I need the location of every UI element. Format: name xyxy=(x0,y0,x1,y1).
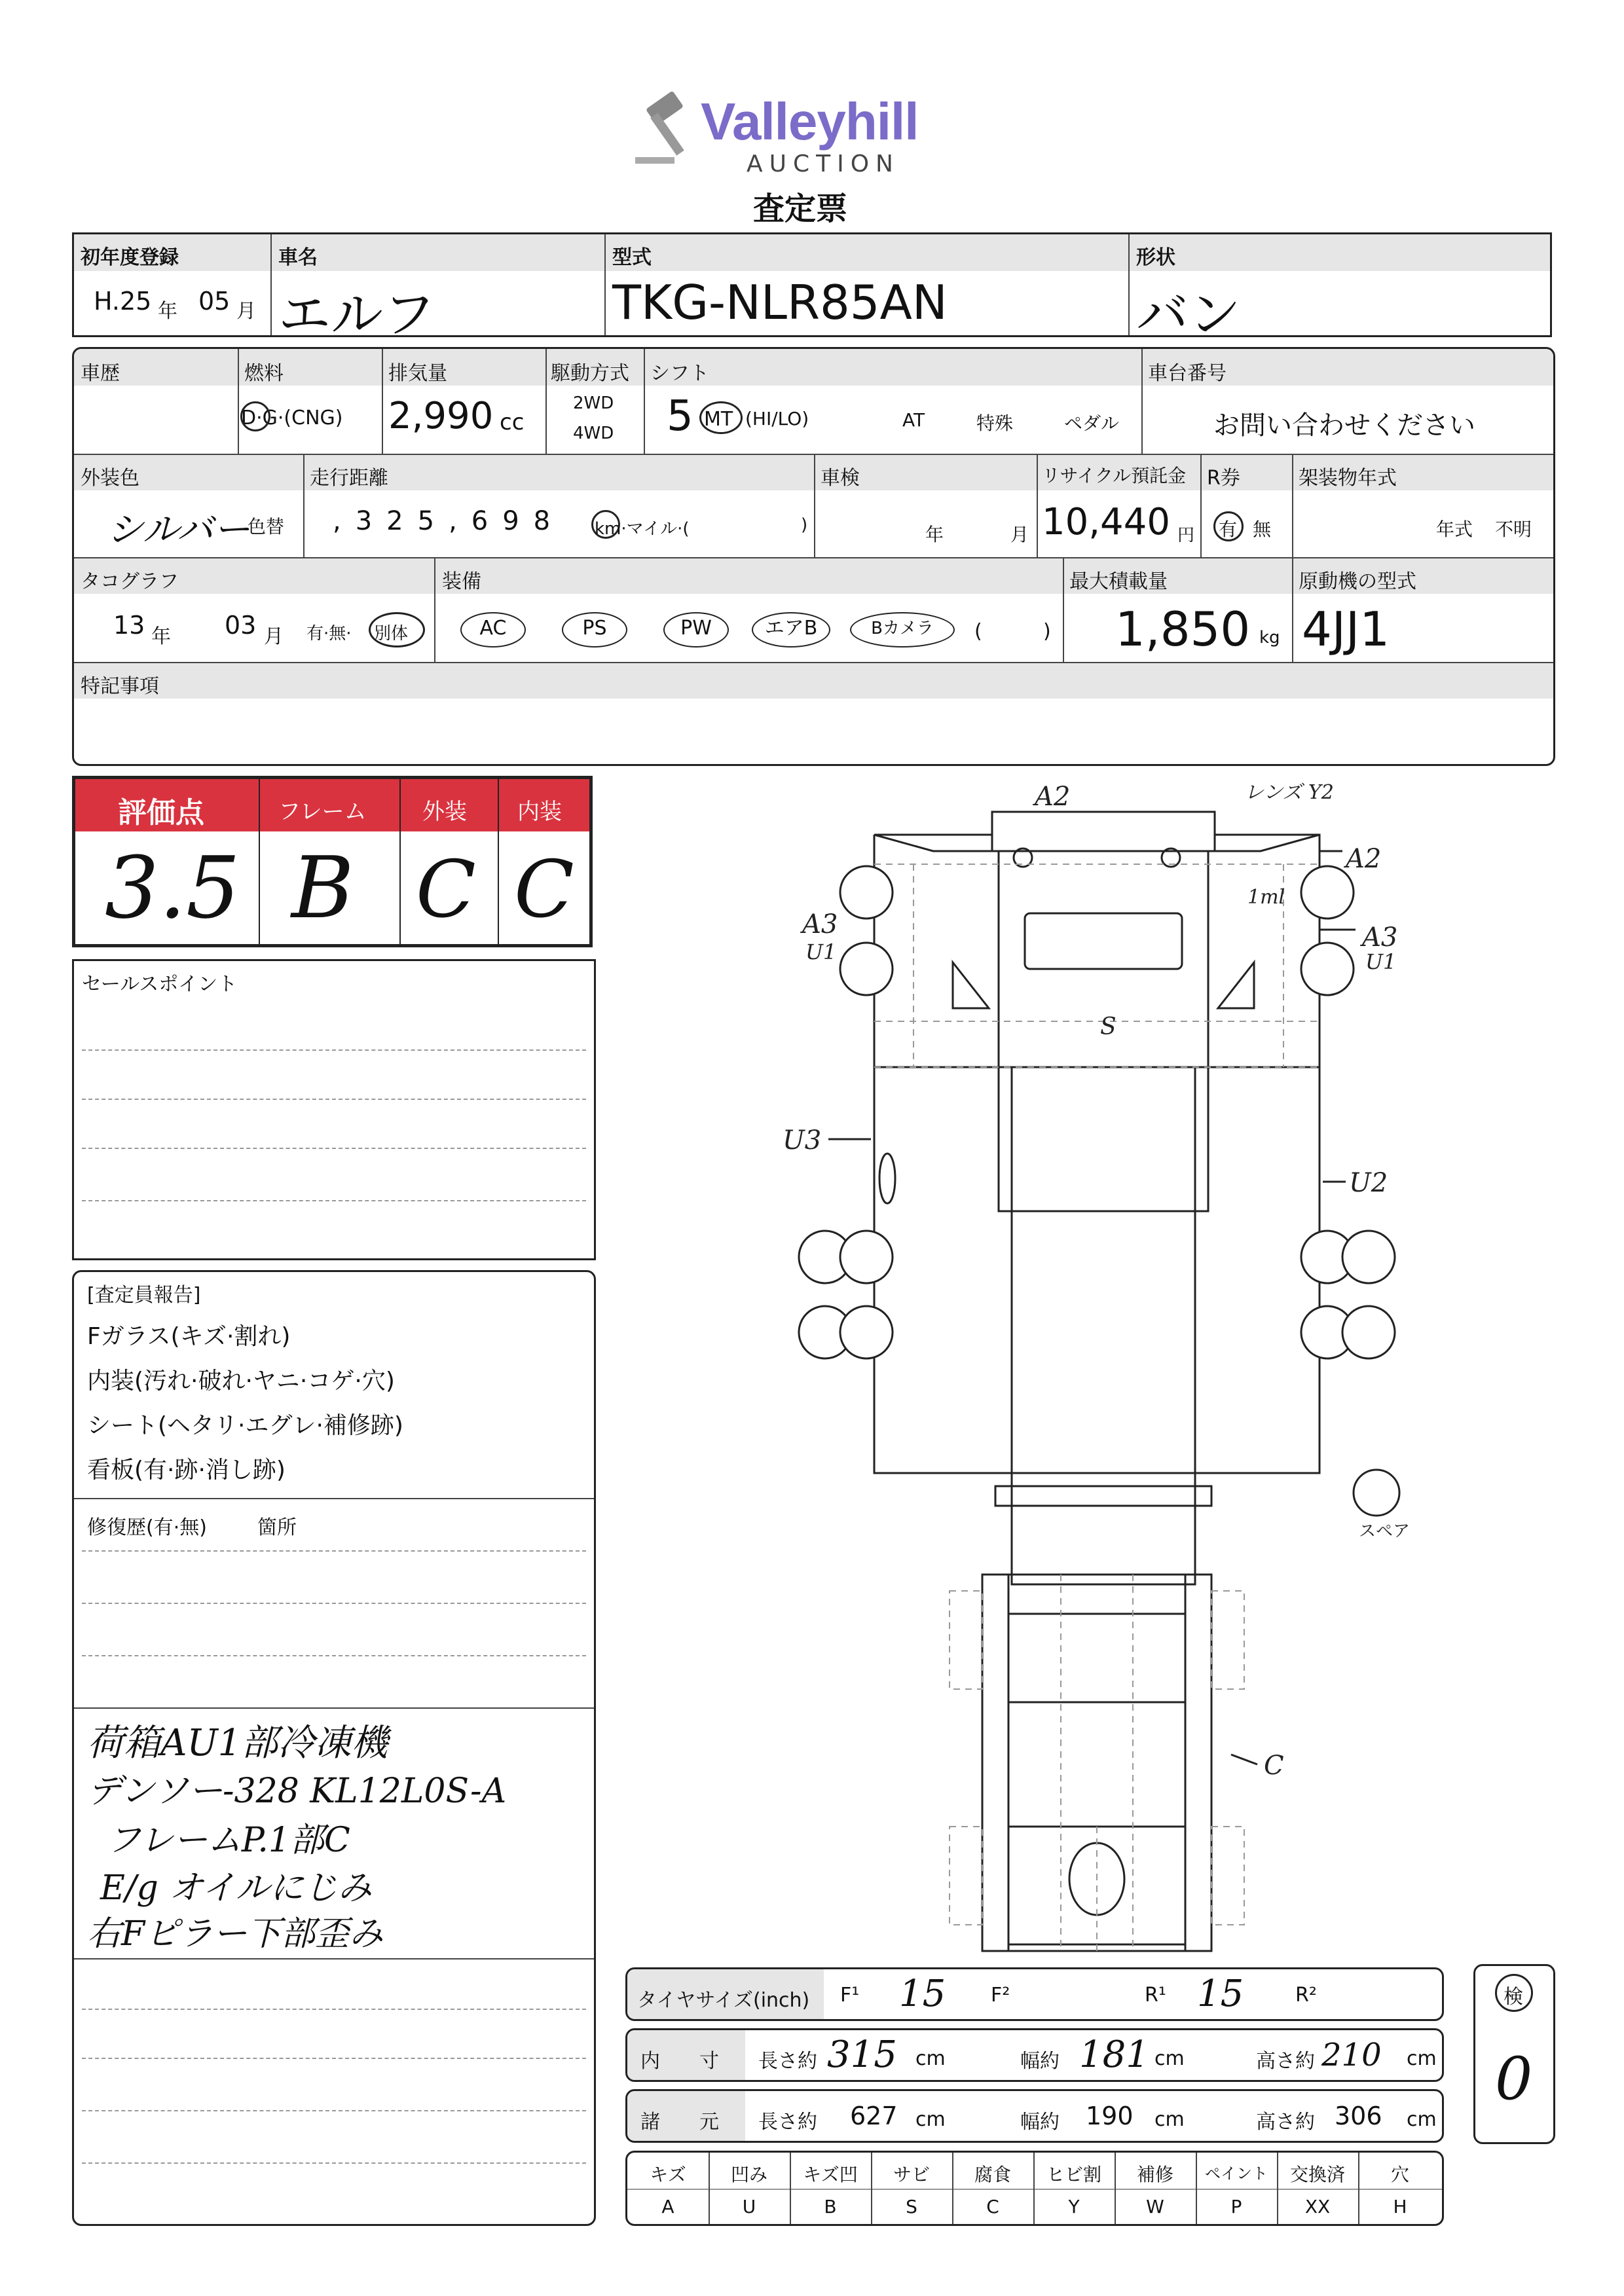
inspector-line-2: 内装(汚れ·破れ·ヤニ·コゲ·穴) xyxy=(87,1368,395,1394)
shift-special: 特殊 xyxy=(976,412,1014,434)
shift-hilo: (HI/LO) xyxy=(745,408,809,429)
legend-name-3: キズ凹 xyxy=(803,2164,858,2185)
reg-month-unit: 月 xyxy=(236,300,256,323)
mark-a2-top: A2 xyxy=(1035,782,1071,812)
shape-value: バン xyxy=(1136,284,1241,345)
history-label: 車歴 xyxy=(81,362,120,385)
mark-c: C xyxy=(1264,1751,1284,1781)
score-total-label: 評価点 xyxy=(118,796,204,829)
r-yes: 有 xyxy=(1219,519,1238,540)
gavel-icon xyxy=(629,92,701,170)
cab-outline xyxy=(874,812,1320,1584)
recycle-label: リサイクル預託金 xyxy=(1042,465,1187,486)
mark-u1-right: U1 xyxy=(1365,949,1397,974)
body-year-label: 架装物年式 xyxy=(1299,467,1397,490)
handwritten-4: E/g オイルにじみ xyxy=(100,1868,372,1908)
legend-code-9: XX xyxy=(1304,2196,1331,2217)
inner-wid: 181 xyxy=(1079,2033,1149,2076)
score-int-label: 内装 xyxy=(517,799,562,825)
check-value: 0 xyxy=(1495,2045,1533,2113)
score-ext-label: 外装 xyxy=(422,799,467,825)
mark-u1-left: U1 xyxy=(805,939,837,964)
mark-u3: U3 xyxy=(783,1125,822,1156)
logo xyxy=(622,92,989,183)
inspector-line-3: シート(ヘタリ·エグレ·補修跡) xyxy=(87,1412,403,1439)
mileage-unit: km·マイル·( xyxy=(595,519,690,539)
spare-label: スペア xyxy=(1359,1522,1411,1541)
inner-wid-label: 幅約 xyxy=(1020,2050,1060,2073)
tacho-month: 03 xyxy=(225,611,257,640)
outer-len-label: 長さ約 xyxy=(758,2111,817,2134)
shape-label: 形状 xyxy=(1136,246,1175,269)
outer-wid-unit: cm xyxy=(1154,2108,1185,2131)
inspect-label: 車検 xyxy=(821,467,860,490)
wheel-rr-4 xyxy=(1342,1306,1395,1358)
notes-label: 特記事項 xyxy=(81,675,159,698)
wheel-fr-2 xyxy=(1301,943,1354,995)
equip-bcamera: Bカメラ xyxy=(850,612,955,647)
reg-label: 初年度登録 xyxy=(81,246,179,269)
color-value: シルバー xyxy=(107,509,250,551)
equip-paren: ( xyxy=(974,620,982,643)
mark-a3-right: A3 xyxy=(1362,922,1398,953)
name-label: 車名 xyxy=(278,246,318,269)
score-frame-label: フレーム xyxy=(278,799,367,825)
legend-code-2: U xyxy=(742,2196,756,2217)
equip-ps: PS xyxy=(562,612,627,647)
legend-name-6: ヒビ割 xyxy=(1046,2164,1101,2185)
reg-year-unit: 年 xyxy=(158,300,177,323)
shift-pedal: ペダル xyxy=(1064,412,1120,434)
handwritten-5: 右Fピラー下部歪み xyxy=(87,1914,384,1954)
inner-wid-unit: cm xyxy=(1154,2047,1185,2070)
outer-label: 諸 元 xyxy=(640,2111,719,2134)
chassis-value: お問い合わせください xyxy=(1213,410,1475,441)
legend-code-4: S xyxy=(906,2196,917,2217)
tacho-year-unit: 年 xyxy=(151,625,171,648)
color-change: 色替 xyxy=(248,516,285,538)
outer-hei: 306 xyxy=(1335,2102,1382,2130)
fuel-label: 燃料 xyxy=(244,362,284,385)
drive-label: 駆動方式 xyxy=(551,362,629,385)
outer-wid-label: 幅約 xyxy=(1020,2111,1060,2134)
wheel-fr-1 xyxy=(1301,866,1354,919)
model-label: 型式 xyxy=(612,246,652,269)
drive-4wd: 4WD xyxy=(573,424,614,443)
mileage-close: ) xyxy=(801,515,808,535)
r-label: R券 xyxy=(1207,467,1240,490)
name-value: エルフ xyxy=(278,284,435,345)
outer-box xyxy=(625,2089,1444,2143)
mileage-value: ,325,698 xyxy=(333,506,565,536)
inner-len-label: 長さ約 xyxy=(758,2050,817,2073)
inspector-line-4: 看板(有·跡·消し跡) xyxy=(87,1457,286,1484)
mileage-label: 走行距離 xyxy=(310,467,388,490)
legend-code-6: Y xyxy=(1068,2196,1080,2217)
legend-name-4: サビ xyxy=(893,2164,930,2185)
load-unit: kg xyxy=(1259,628,1280,647)
wheels xyxy=(799,866,1399,1516)
inner-len-unit: cm xyxy=(915,2047,946,2070)
check-label: 検 xyxy=(1504,1986,1523,2009)
truck-diagram xyxy=(773,773,1454,1984)
wheel-rl-4 xyxy=(840,1306,893,1358)
tires-box xyxy=(625,1967,1444,2021)
brand-name: Valleyhill xyxy=(701,92,919,151)
color-label: 外装色 xyxy=(81,467,139,490)
score-ext: C xyxy=(416,845,476,936)
legend-code-1: A xyxy=(661,2196,674,2217)
legend-name-7: 補修 xyxy=(1136,2164,1173,2185)
inner-len: 315 xyxy=(827,2033,897,2076)
scores-box xyxy=(72,776,593,947)
outer-hei-unit: cm xyxy=(1407,2108,1437,2131)
inspect-month: 月 xyxy=(1010,524,1029,545)
check-box xyxy=(1473,1964,1555,2144)
mark-a3-left: A3 xyxy=(802,909,838,939)
legend-name-10: 穴 xyxy=(1390,2164,1409,2185)
tacho-year: 13 xyxy=(113,611,145,640)
tire-f2-label: F² xyxy=(991,1984,1010,2007)
r-no: 無 xyxy=(1253,519,1272,540)
details-box xyxy=(72,347,1555,766)
reg-era: H.25 xyxy=(94,287,152,316)
legend-code-3: B xyxy=(824,2196,837,2217)
doc-title: 査定票 xyxy=(753,191,848,227)
outer-len-unit: cm xyxy=(915,2108,946,2131)
load-value: 1,850 xyxy=(1115,602,1251,657)
tire-label: タイヤサイズ(inch) xyxy=(637,1989,810,2012)
score-total: 3.5 xyxy=(105,838,240,938)
shift-at: AT xyxy=(902,409,925,431)
tacho-month-unit: 月 xyxy=(264,625,284,648)
legend-code-8: P xyxy=(1230,2196,1242,2217)
disp-value: 2,990 xyxy=(388,395,494,437)
body-year-unknown: 不明 xyxy=(1495,519,1532,540)
engine-label: 原動機の型式 xyxy=(1299,570,1416,593)
inner-label: 内 寸 xyxy=(640,2050,719,2073)
drive-2wd: 2WD xyxy=(573,393,614,413)
model-value: TKG-NLR85AN xyxy=(612,275,948,330)
outer-len: 627 xyxy=(850,2102,898,2130)
row1-box xyxy=(72,232,1552,345)
mark-s: S xyxy=(1100,1013,1116,1040)
legend-name-2: 凹み xyxy=(730,2164,767,2185)
legend-box xyxy=(625,2151,1444,2226)
outer-wid: 190 xyxy=(1086,2102,1134,2130)
repair-location-label: 箇所 xyxy=(257,1516,297,1539)
spare-wheel xyxy=(1354,1470,1399,1516)
equip-label: 装備 xyxy=(442,570,481,593)
shift-label: シフト xyxy=(650,362,709,385)
sales-point-box xyxy=(72,959,596,1260)
inner-box xyxy=(625,2028,1444,2082)
reg-month: 05 xyxy=(198,287,231,316)
legend-code-10: H xyxy=(1393,2196,1407,2217)
shift-num: 5 xyxy=(667,392,693,441)
tire-r1: 15 xyxy=(1197,1973,1244,2015)
legend-code-5: C xyxy=(986,2196,999,2217)
legend-code-7: W xyxy=(1146,2196,1164,2217)
load-label: 最大積載量 xyxy=(1069,570,1168,593)
tire-f1-label: F¹ xyxy=(840,1984,860,2007)
legend-name-8: ペイント xyxy=(1205,2164,1268,2183)
score-int: C xyxy=(514,845,574,936)
frame-outline xyxy=(982,1575,1211,1951)
mark-u2: U2 xyxy=(1349,1168,1388,1198)
legend-name-5: 腐食 xyxy=(974,2164,1011,2185)
mark-a2-right: A2 xyxy=(1346,844,1382,874)
inner-hei: 210 xyxy=(1321,2037,1382,2073)
score-frame: B xyxy=(291,838,354,938)
handwritten-3: フレームP.1部C xyxy=(107,1821,350,1860)
inspector-line-1: Fガラス(キズ·割れ) xyxy=(87,1323,291,1350)
inspect-year: 年 xyxy=(925,524,944,545)
equip-ac: AC xyxy=(460,612,526,647)
handwritten-1: 荷箱AU1部冷凍機 xyxy=(87,1722,388,1764)
disp-unit: cc xyxy=(500,409,525,435)
equip-airbag: エアB xyxy=(752,612,830,647)
legend-name-9: 交換済 xyxy=(1289,2164,1345,2185)
equip-pw: PW xyxy=(663,612,729,647)
tire-f1: 15 xyxy=(899,1973,946,2015)
chassis-label: 車台番号 xyxy=(1148,362,1227,385)
equip-paren-close: ) xyxy=(1043,620,1051,643)
outer-hei-label: 高さ約 xyxy=(1256,2111,1315,2134)
legend-name-1: キズ xyxy=(650,2164,686,2185)
body-year-unit: 年式 xyxy=(1436,519,1473,540)
fuel-value: D·G·(CNG) xyxy=(241,407,343,429)
sales-point-label: セールスポイント xyxy=(82,973,238,996)
tacho-opts: 有·無· xyxy=(306,624,352,644)
engine-value: 4JJ1 xyxy=(1302,602,1390,657)
disp-label: 排気量 xyxy=(388,362,447,385)
brand-sub: AUCTION xyxy=(747,151,900,177)
wheel-fl-1 xyxy=(840,866,893,919)
wheel-rl-2 xyxy=(840,1231,893,1283)
inspector-title: [査定員報告] xyxy=(87,1284,201,1307)
tacho-separate: 別体 xyxy=(374,624,409,644)
shift-mt: MT xyxy=(704,408,733,431)
inner-hei-unit: cm xyxy=(1407,2047,1437,2070)
mark-1ml: 1ml xyxy=(1247,886,1285,909)
wheel-fl-2 xyxy=(840,943,893,995)
recycle-value: 10,440 xyxy=(1042,501,1170,543)
wheel-rr-2 xyxy=(1342,1231,1395,1283)
inspector-box xyxy=(72,1270,596,2226)
repair-label: 修復歴(有·無) xyxy=(87,1516,207,1539)
mark-lens-y2: レンズ Y2 xyxy=(1244,781,1334,804)
inner-hei-label: 高さ約 xyxy=(1256,2050,1315,2073)
tire-r1-label: R¹ xyxy=(1145,1984,1166,2007)
tire-r2-label: R² xyxy=(1295,1984,1317,2007)
handwritten-2: デンソー-328 KL12L0S-A xyxy=(87,1772,507,1811)
recycle-unit: 円 xyxy=(1177,526,1195,545)
tacho-label: タコグラフ xyxy=(81,570,179,593)
